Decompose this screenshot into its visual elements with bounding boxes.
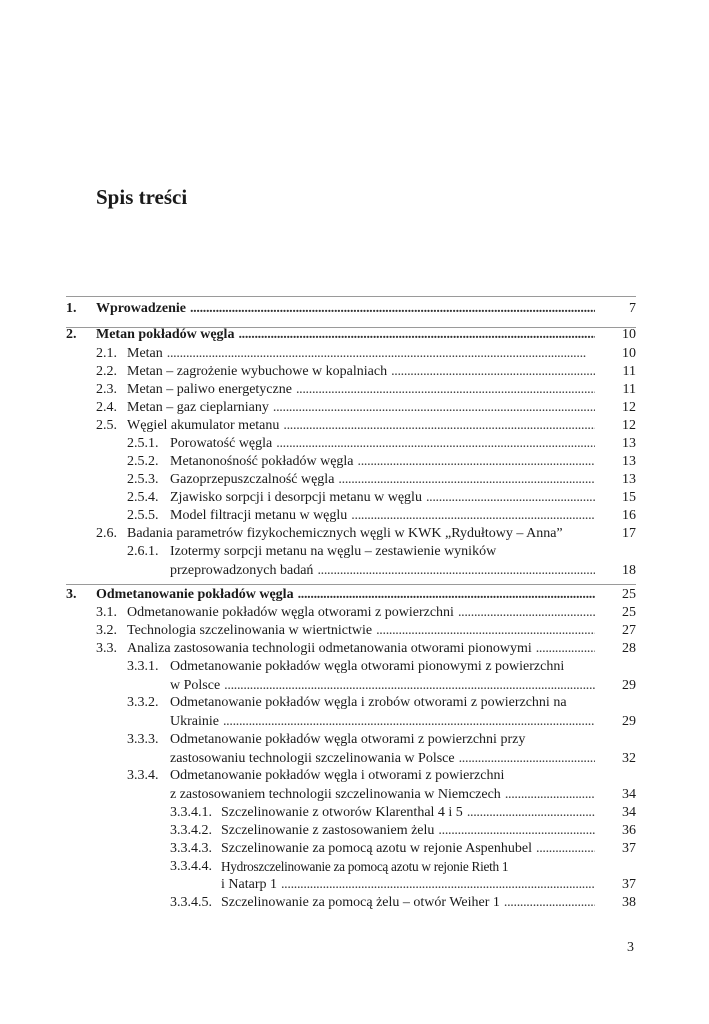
toc-page: 28 xyxy=(622,641,636,656)
toc-page: 37 xyxy=(622,841,636,856)
toc-entry[interactable] xyxy=(127,363,603,381)
toc-page: 17 xyxy=(622,526,636,541)
toc-page: 25 xyxy=(622,587,636,602)
toc-leader xyxy=(505,786,595,804)
toc-page: 34 xyxy=(622,787,636,802)
toc-entry-title-cont: przeprowadzonych badań xyxy=(170,563,314,578)
toc-leader xyxy=(281,876,595,894)
toc-page: 38 xyxy=(622,895,636,910)
toc-page: 37 xyxy=(622,877,636,892)
toc-page: 11 xyxy=(622,364,636,379)
toc-leader xyxy=(238,326,595,344)
toc-entry[interactable] xyxy=(170,471,603,489)
toc-leader xyxy=(536,840,595,858)
toc-number: 3.3.4.4. xyxy=(170,859,212,874)
toc-entry-title: Wprowadzenie xyxy=(96,301,186,316)
toc-page: 18 xyxy=(622,563,636,578)
toc-entry[interactable] xyxy=(96,326,603,344)
toc-number: 3.3. xyxy=(96,641,117,656)
toc-leader xyxy=(338,471,595,489)
toc-entry-title: Szczelinowanie za pomocą żelu – otwór Weiher 1 xyxy=(221,895,500,910)
toc-page: 29 xyxy=(622,678,636,693)
toc-entry-title-cont: Ukrainie xyxy=(170,714,219,729)
toc-entry[interactable] xyxy=(170,562,603,580)
toc-number: 2.4. xyxy=(96,400,117,415)
toc-page: 7 xyxy=(629,301,636,316)
toc-entry-title: Metan xyxy=(127,346,163,361)
toc-leader xyxy=(283,417,595,435)
toc-leader xyxy=(459,750,595,768)
toc-page: 16 xyxy=(622,508,636,523)
toc-page: 27 xyxy=(622,623,636,638)
toc-entry[interactable] xyxy=(170,453,603,471)
toc-entry-title: Szczelinowanie z zastosowaniem żelu xyxy=(221,823,435,838)
toc-leader xyxy=(298,586,595,604)
toc-page: 25 xyxy=(622,605,636,620)
toc-entry[interactable] xyxy=(170,750,603,768)
toc-entry[interactable] xyxy=(221,822,603,840)
toc-number: 2. xyxy=(66,327,77,342)
toc-entry-title: Szczelinowanie za pomocą azotu w rejonie Aspenhubel xyxy=(221,841,532,856)
toc-entry-title: Węgiel akumulator metanu xyxy=(127,418,280,433)
toc-page: 10 xyxy=(622,327,636,342)
toc-entry-title[interactable]: Badania parametrów fizykochemicznych węgli w KWK „Rydułtowy – Anna” xyxy=(127,526,563,541)
toc-number: 3.3.4.3. xyxy=(170,841,212,856)
toc-entry-title: Metan – paliwo energetyczne xyxy=(127,382,292,397)
toc-leader xyxy=(426,489,595,507)
toc-entry-title-cont: w Polsce xyxy=(170,678,221,693)
toc-entry-title: Szczelinowanie z otworów Klarenthal 4 i 5 xyxy=(221,805,463,820)
toc-leader xyxy=(467,804,595,822)
page-number: 3 xyxy=(627,940,634,955)
toc-number: 2.6. xyxy=(96,526,117,541)
toc-entry[interactable] xyxy=(127,640,603,658)
toc-entry-title[interactable]: Odmetanowanie pokładów węgla otworami z powierzchni przy xyxy=(170,732,526,747)
toc-number: 3.3.4. xyxy=(127,768,159,783)
toc-leader xyxy=(438,822,595,840)
toc-entry-title: Metan – zagrożenie wybuchowe w kopalniach xyxy=(127,364,388,379)
toc-number: 3.3.3. xyxy=(127,732,159,747)
toc-divider xyxy=(66,584,636,585)
toc-number: 3.3.4.2. xyxy=(170,823,212,838)
toc-entry-title: Technologia szczelinowania w wiertnictwie xyxy=(127,623,373,638)
toc-entry[interactable] xyxy=(221,876,603,894)
toc-entry-title[interactable]: Odmetanowanie pokładów węgla i zrobów otworami z powierzchni na xyxy=(170,695,567,710)
toc-entry-title: Metan – gaz cieplarniany xyxy=(127,400,269,415)
toc-page: 15 xyxy=(622,490,636,505)
toc-entry[interactable] xyxy=(170,786,603,804)
toc-number: 3.3.2. xyxy=(127,695,159,710)
toc-leader xyxy=(296,381,595,399)
toc-entry-title: Zjawisko sorpcji i desorpcji metanu w węglu xyxy=(170,490,422,505)
toc-entry[interactable] xyxy=(170,677,603,695)
toc-number: 2.2. xyxy=(96,364,117,379)
toc-entry[interactable] xyxy=(127,381,603,399)
toc-entry-title: Metan pokładów węgla xyxy=(96,327,235,342)
toc-entry-title: Model filtracji metanu w węglu xyxy=(170,508,348,523)
toc-number: 2.5.1. xyxy=(127,436,159,451)
toc-number: 2.5. xyxy=(96,418,117,433)
toc-entry[interactable] xyxy=(170,713,603,731)
toc-entry[interactable] xyxy=(127,604,603,622)
toc-page: 13 xyxy=(622,454,636,469)
toc-page: 32 xyxy=(622,751,636,766)
toc-leader xyxy=(504,894,595,912)
toc-entry[interactable] xyxy=(127,345,603,363)
toc-entry[interactable] xyxy=(170,507,603,525)
toc-number: 3.3.4.5. xyxy=(170,895,212,910)
toc-entry-title: Odmetanowanie pokładów węgla xyxy=(96,587,294,602)
toc-number: 3.3.4.1. xyxy=(170,805,212,820)
toc-leader xyxy=(317,562,595,580)
toc-number: 2.3. xyxy=(96,382,117,397)
toc-entry[interactable] xyxy=(127,417,603,435)
toc-leader xyxy=(376,622,595,640)
toc-entry[interactable] xyxy=(96,586,603,604)
toc-entry-title: Porowatość węgla xyxy=(170,436,273,451)
toc-leader xyxy=(190,300,595,318)
toc-page: 12 xyxy=(622,418,636,433)
toc-number: 2.5.2. xyxy=(127,454,159,469)
toc-leader xyxy=(358,453,595,471)
toc-entry-title-cont: zastosowaniu technologii szczelinowania w Polsce xyxy=(170,751,455,766)
toc-number: 3.1. xyxy=(96,605,117,620)
toc-leader xyxy=(458,604,595,622)
toc-number: 1. xyxy=(66,301,77,316)
toc-entry[interactable] xyxy=(221,894,603,912)
toc-leader xyxy=(391,363,595,381)
toc-entry[interactable] xyxy=(170,489,603,507)
toc-page: 13 xyxy=(622,436,636,451)
toc-number: 2.5.4. xyxy=(127,490,159,505)
toc-page: 12 xyxy=(622,400,636,415)
toc-entry-title[interactable]: Odmetanowanie pokładów węgla otworami pionowymi z powierzchni xyxy=(170,659,565,674)
toc-number: 2.5.3. xyxy=(127,472,159,487)
toc-entry-title: Gazoprzepuszczalność węgla xyxy=(170,472,335,487)
toc-leader xyxy=(536,640,595,658)
toc-entry[interactable] xyxy=(96,300,603,318)
toc-leader xyxy=(223,713,595,731)
toc-entry-title: Analiza zastosowania technologii odmetanowania otworami pionowymi xyxy=(127,641,532,656)
toc-number: 3. xyxy=(66,587,77,602)
toc-leader xyxy=(167,345,595,363)
toc-leader xyxy=(273,399,595,417)
toc-entry[interactable] xyxy=(127,622,603,640)
toc-entry[interactable] xyxy=(221,840,603,858)
page-title: Spis treści xyxy=(96,185,188,209)
toc-entry-title-cont: z zastosowaniem technologii szczelinowania w Niemczech xyxy=(170,787,501,802)
toc-entry-title[interactable]: Odmetanowanie pokładów węgla i otworami z powierzchni xyxy=(170,768,505,783)
toc-leader xyxy=(351,507,595,525)
toc-number: 3.3.1. xyxy=(127,659,159,674)
toc-entry[interactable] xyxy=(170,435,603,453)
toc-entry-title: Odmetanowanie pokładów węgla otworami z powierzchni xyxy=(127,605,454,620)
toc-leader xyxy=(276,435,595,453)
toc-page: 29 xyxy=(622,714,636,729)
toc-number: 2.6.1. xyxy=(127,544,159,559)
toc-entry-title-cont: i Natarp 1 xyxy=(221,877,277,892)
toc-entry-title[interactable]: Izotermy sorpcji metanu na węglu – zestawienie wyników xyxy=(170,544,497,559)
toc-leader xyxy=(224,677,595,695)
toc-page: 36 xyxy=(622,823,636,838)
toc-page: 10 xyxy=(622,346,636,361)
toc-entry[interactable] xyxy=(221,804,603,822)
toc-page: 11 xyxy=(622,382,636,397)
toc-entry[interactable] xyxy=(127,399,603,417)
toc-divider xyxy=(66,296,636,297)
toc-entry-title: Metanonośność pokładów węgla xyxy=(170,454,354,469)
toc-number: 2.5.5. xyxy=(127,508,159,523)
toc-entry-title[interactable]: Hydroszczelinowanie za pomocą azotu w rejonie Rieth 1 xyxy=(221,859,509,874)
toc-page: 13 xyxy=(622,472,636,487)
toc-page: 34 xyxy=(622,805,636,820)
toc-number: 3.2. xyxy=(96,623,117,638)
toc-number: 2.1. xyxy=(96,346,117,361)
